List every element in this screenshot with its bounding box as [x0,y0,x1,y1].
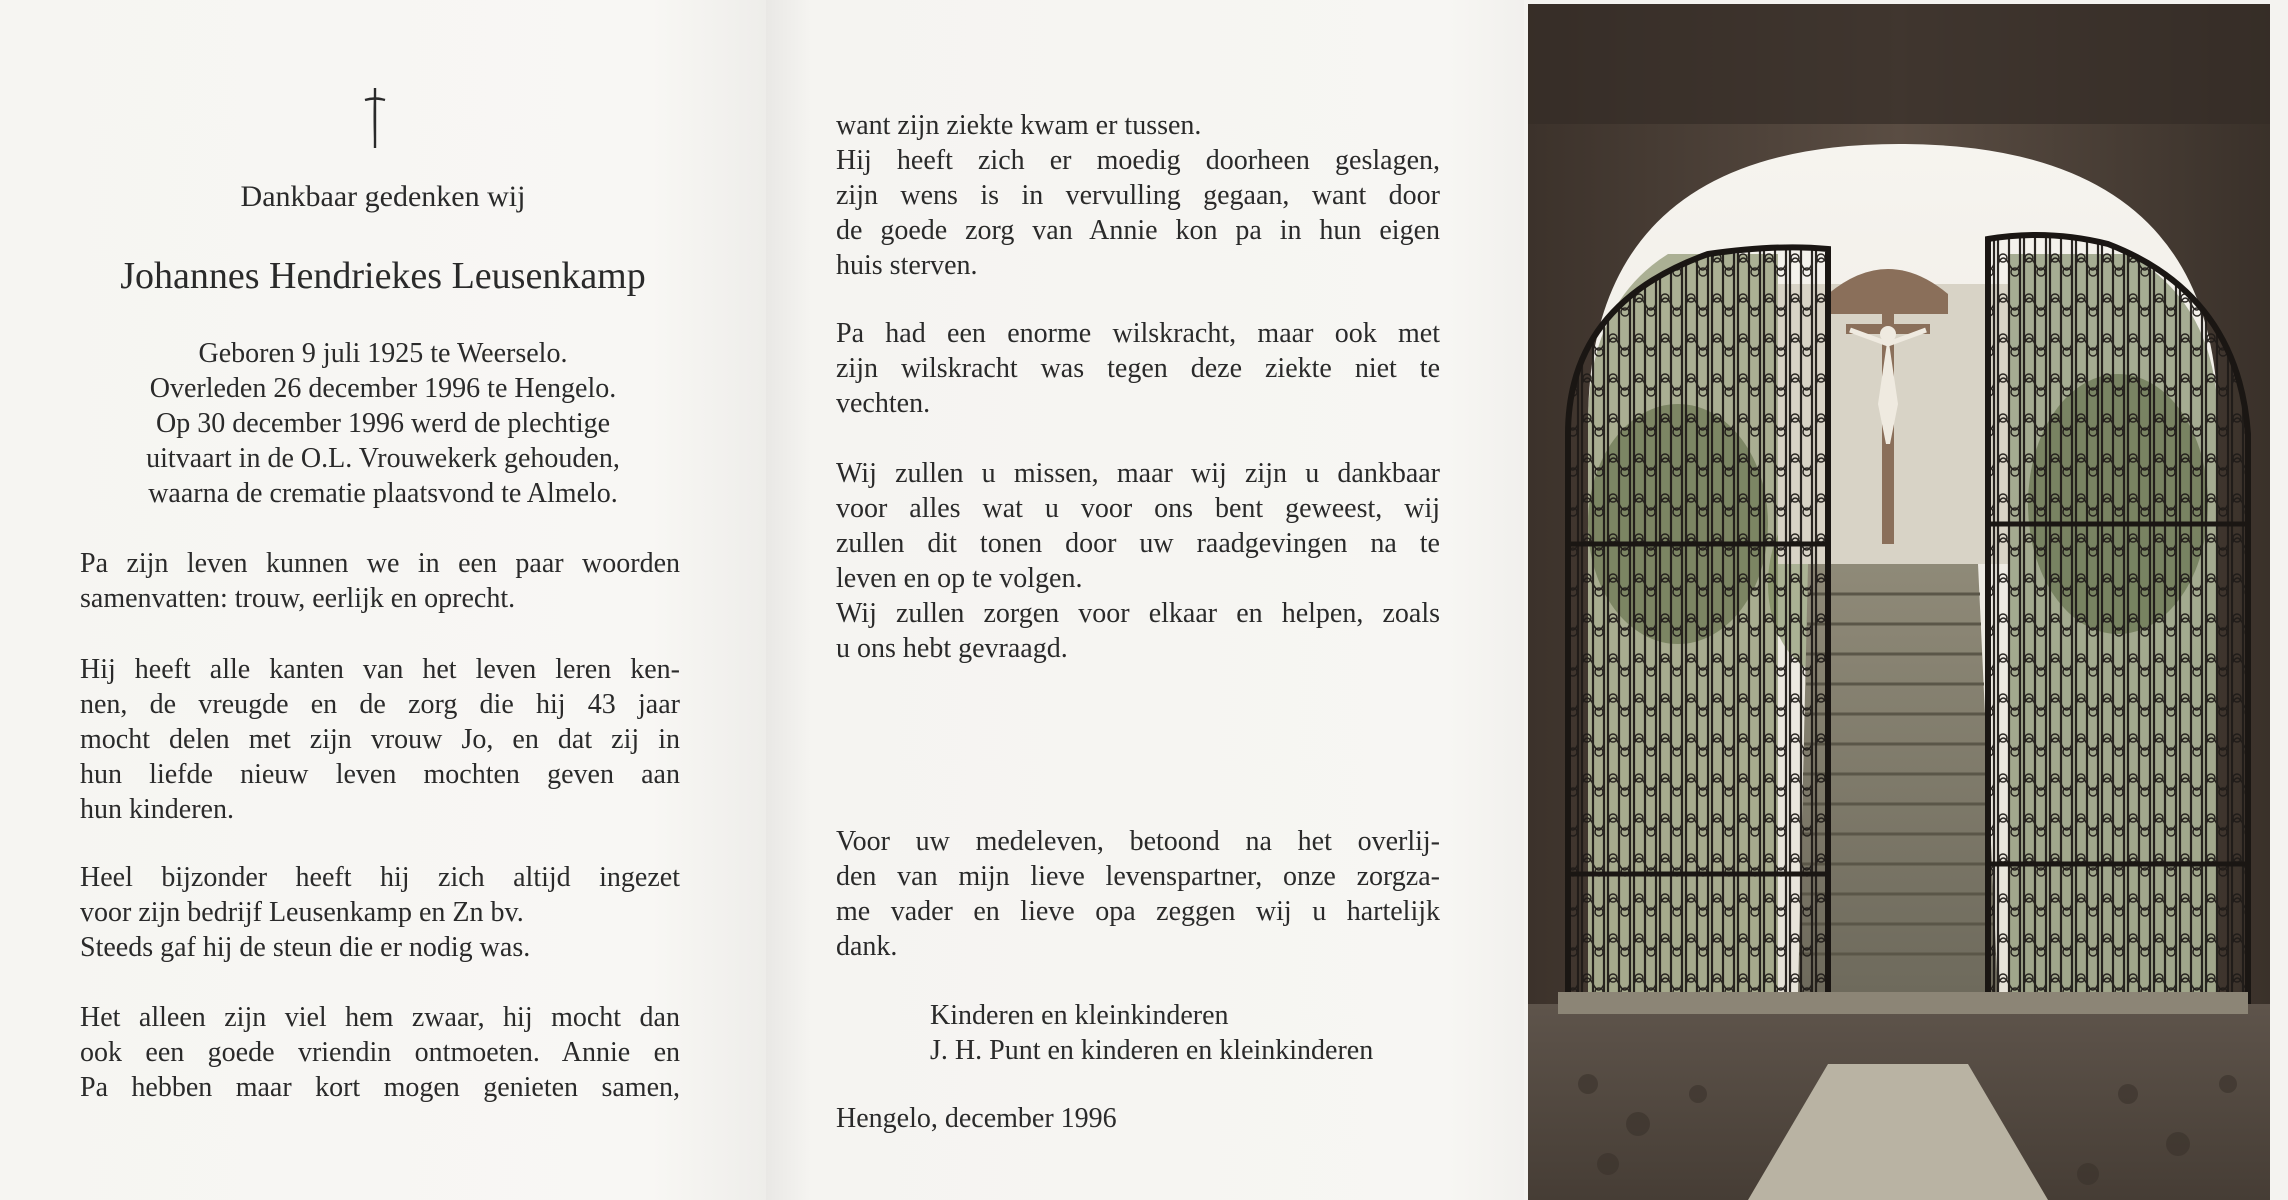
middle-paragraph-1 [836,108,1440,283]
fact-line: Op 30 december 1996 werd de plechtige [155,408,611,439]
signature-block [930,998,1470,1068]
left-paragraph-2 [80,652,680,827]
text-line: zijn wens is in vervulling gegaan, want door [836,180,1440,211]
text-line: samenvatten: trouw, eerlijk en oprecht. [80,583,516,614]
text-line: ook een goede vriendin ontmoeten. Annie en [80,1037,680,1068]
text-line: vechten. [836,388,931,419]
text-line: voor alles wat u voor ons bent geweest, wij [836,493,1440,524]
fact-line: waarna de crematie plaatsvond te Almelo. [148,478,618,509]
fact-line: uitvaart in de O.L. Vrouwekerk gehouden, [146,443,620,474]
text-line: mocht delen met zijn vrouw Jo, en dat zij in [80,724,680,755]
middle-paragraph-3 [836,456,1440,666]
left-paragraph-3 [80,860,680,965]
life-facts [60,336,706,511]
place-date: Hengelo, december 1996 [836,1103,1117,1134]
text-line: u ons hebt gevraagd. [836,633,1068,664]
signature-line: Kinderen en kleinkinderen [930,1000,1229,1031]
text-line: Wij zullen zorgen voor elkaar en helpen, zoals [836,598,1440,629]
text-line: me vader en lieve opa zeggen wij u hartelijk [836,896,1440,927]
text-line: hun kinderen. [80,794,234,825]
text-line: Wij zullen u missen, maar wij zijn u dankbaar [836,458,1440,489]
text-line: Voor uw medeleven, betoond na het overlij- [836,826,1440,857]
text-line: Pa hebben maar kort mogen genieten samen, [80,1072,680,1103]
dedication-heading: Dankbaar gedenken wij [240,180,526,213]
text-line: de goede zorg van Annie kon pa in hun eigen [836,215,1440,246]
text-line: leven en op te volgen. [836,563,1083,594]
text-line: Het alleen zijn viel hem zwaar, hij mocht dan [80,1002,680,1033]
text-line: voor zijn bedrijf Leusenkamp en Zn bv. [80,897,524,928]
text-line: Hij heeft zich er moedig doorheen geslagen, [836,145,1440,176]
signature-line: J. H. Punt en kinderen en kleinkinderen [930,1035,1374,1066]
text-line: Pa had een enorme wilskracht, maar ook met [836,318,1440,349]
cross-icon [360,84,390,150]
text-line: den van mijn lieve levenspartner, onze zorgza- [836,861,1440,892]
text-line: want zijn ziekte kwam er tussen. [836,110,1202,141]
text-line: Pa zijn leven kunnen we in een paar woorden [80,548,680,579]
text-line: Heel bijzonder heeft hij zich altijd ingezet [80,862,680,893]
text-line: hun liefde nieuw leven mochten geven aan [80,759,680,790]
middle-paragraph-2 [836,316,1440,421]
archway-gate-crucifix-photo [1528,4,2270,1200]
thanks-paragraph [836,824,1440,964]
fact-line: Overleden 26 december 1996 te Hengelo. [149,373,617,404]
left-paragraph-4 [80,1000,680,1105]
text-line: dank. [836,931,898,962]
text-line: zijn wilskracht was tegen deze ziekte niet te [836,353,1440,384]
fact-line: Geboren 9 juli 1925 te Weerselo. [198,338,568,369]
text-line: Hij heeft alle kanten van het leven leren ken- [80,654,680,685]
text-line: zullen dit tonen door uw raadgevingen na te [836,528,1440,559]
left-paragraph-1 [80,546,680,616]
text-line: huis sterven. [836,250,978,281]
text-line: Steeds gaf hij de steun die er nodig was. [80,932,531,963]
deceased-name: Johannes Hendriekes Leusenkamp [120,255,646,297]
text-line: nen, de vreugde en de zorg die hij 43 jaar [80,689,680,720]
